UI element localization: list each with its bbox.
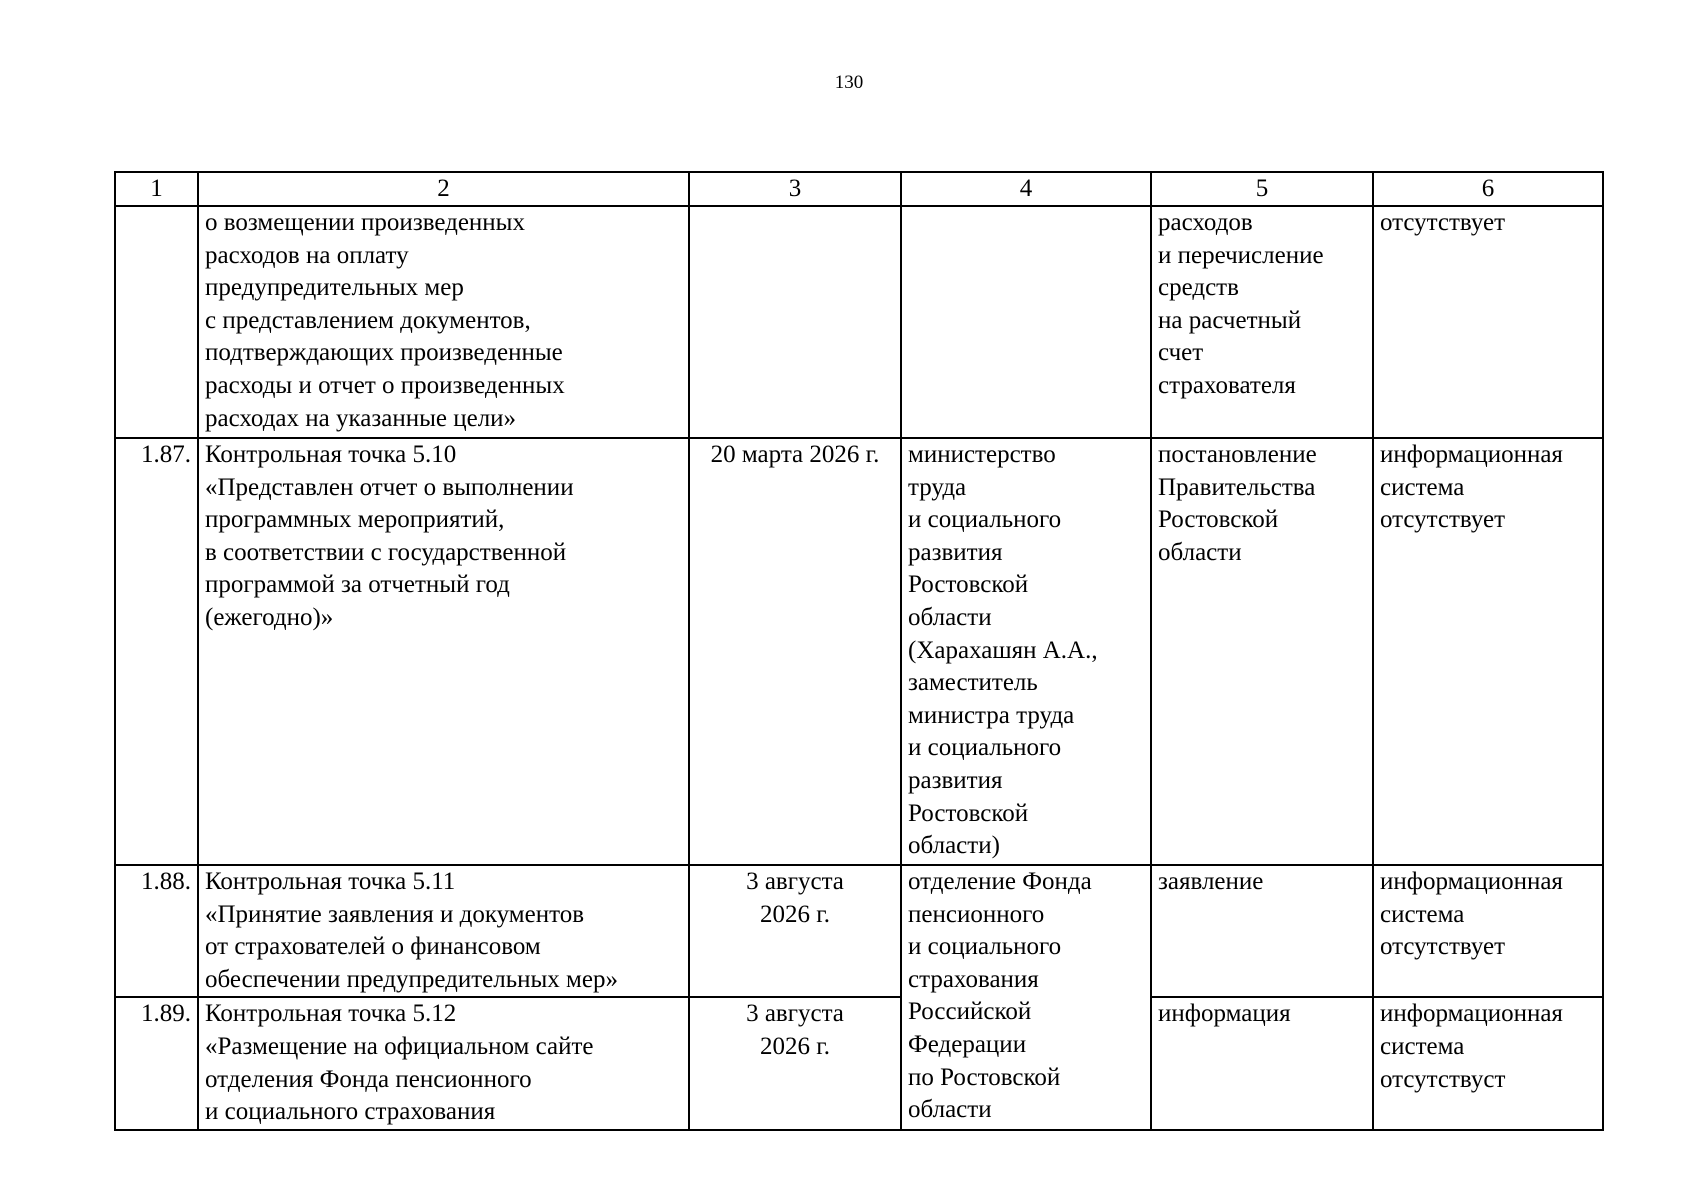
table-row: [115, 206, 1603, 438]
table-row: [115, 997, 1603, 1129]
column-number: 5: [1151, 172, 1373, 206]
responsible-executor: министерство труда и социального развития Ростовской области (Харахашян А.А., заместитель министра труда и социального развития Ростовской области): [901, 438, 1151, 865]
column-number: 4: [901, 172, 1151, 206]
information-system: информационная система отсутствуст: [1373, 997, 1603, 1129]
deadline: 20 марта 2026 г.: [689, 438, 901, 865]
column-number: 2: [198, 172, 689, 206]
deadline: 3 августа 2026 г.: [689, 865, 901, 997]
result-document: заявление: [1151, 865, 1373, 997]
page-number: 130: [834, 72, 864, 93]
column-number: 3: [689, 172, 901, 206]
result-document: постановление Правительства Ростовской области: [1151, 438, 1373, 865]
deadline: 3 августа 2026 г.: [689, 997, 901, 1129]
row-number: [115, 206, 198, 438]
column-number: 1: [115, 172, 198, 206]
table-row: [115, 438, 1603, 865]
information-system: отсутствует: [1373, 206, 1603, 438]
column-number: 6: [1373, 172, 1603, 206]
row-number: 1.89.: [115, 997, 198, 1129]
information-system: информационная система отсутствует: [1373, 438, 1603, 865]
event-description: о возмещении произведенных расходов на оплату предупредительных мер с представлением документов, подтверждающих произведенные расходы и отчет о произведенных расходах на указанные цели»: [198, 206, 689, 438]
event-description: Контрольная точка 5.12 «Размещение на официальном сайте отделения Фонда пенсионного и социального страхования: [198, 997, 689, 1129]
responsible-executor: [901, 206, 1151, 438]
responsible-executor: отделение Фонда пенсионного и социального страхования Российской Федерации по Ростовской области: [901, 865, 1151, 1130]
row-number: 1.87.: [115, 438, 198, 865]
table-row: [115, 865, 1603, 997]
result-document: информация: [1151, 997, 1373, 1129]
event-description: Контрольная точка 5.11 «Принятие заявления и документов от страхователей о финансовом обеспечении предупредительных мер»: [198, 865, 689, 997]
deadline: [689, 206, 901, 438]
control-points-table: [114, 171, 1604, 1131]
column-number-row: [115, 172, 1603, 206]
result-document: расходов и перечисление средств на расчетный счет страхователя: [1151, 206, 1373, 438]
row-number: 1.88.: [115, 865, 198, 997]
event-description: Контрольная точка 5.10 «Представлен отчет о выполнении программных мероприятий, в соответствии с государственной программой за отчетный год (ежегодно)»: [198, 438, 689, 865]
information-system: информационная система отсутствует: [1373, 865, 1603, 997]
